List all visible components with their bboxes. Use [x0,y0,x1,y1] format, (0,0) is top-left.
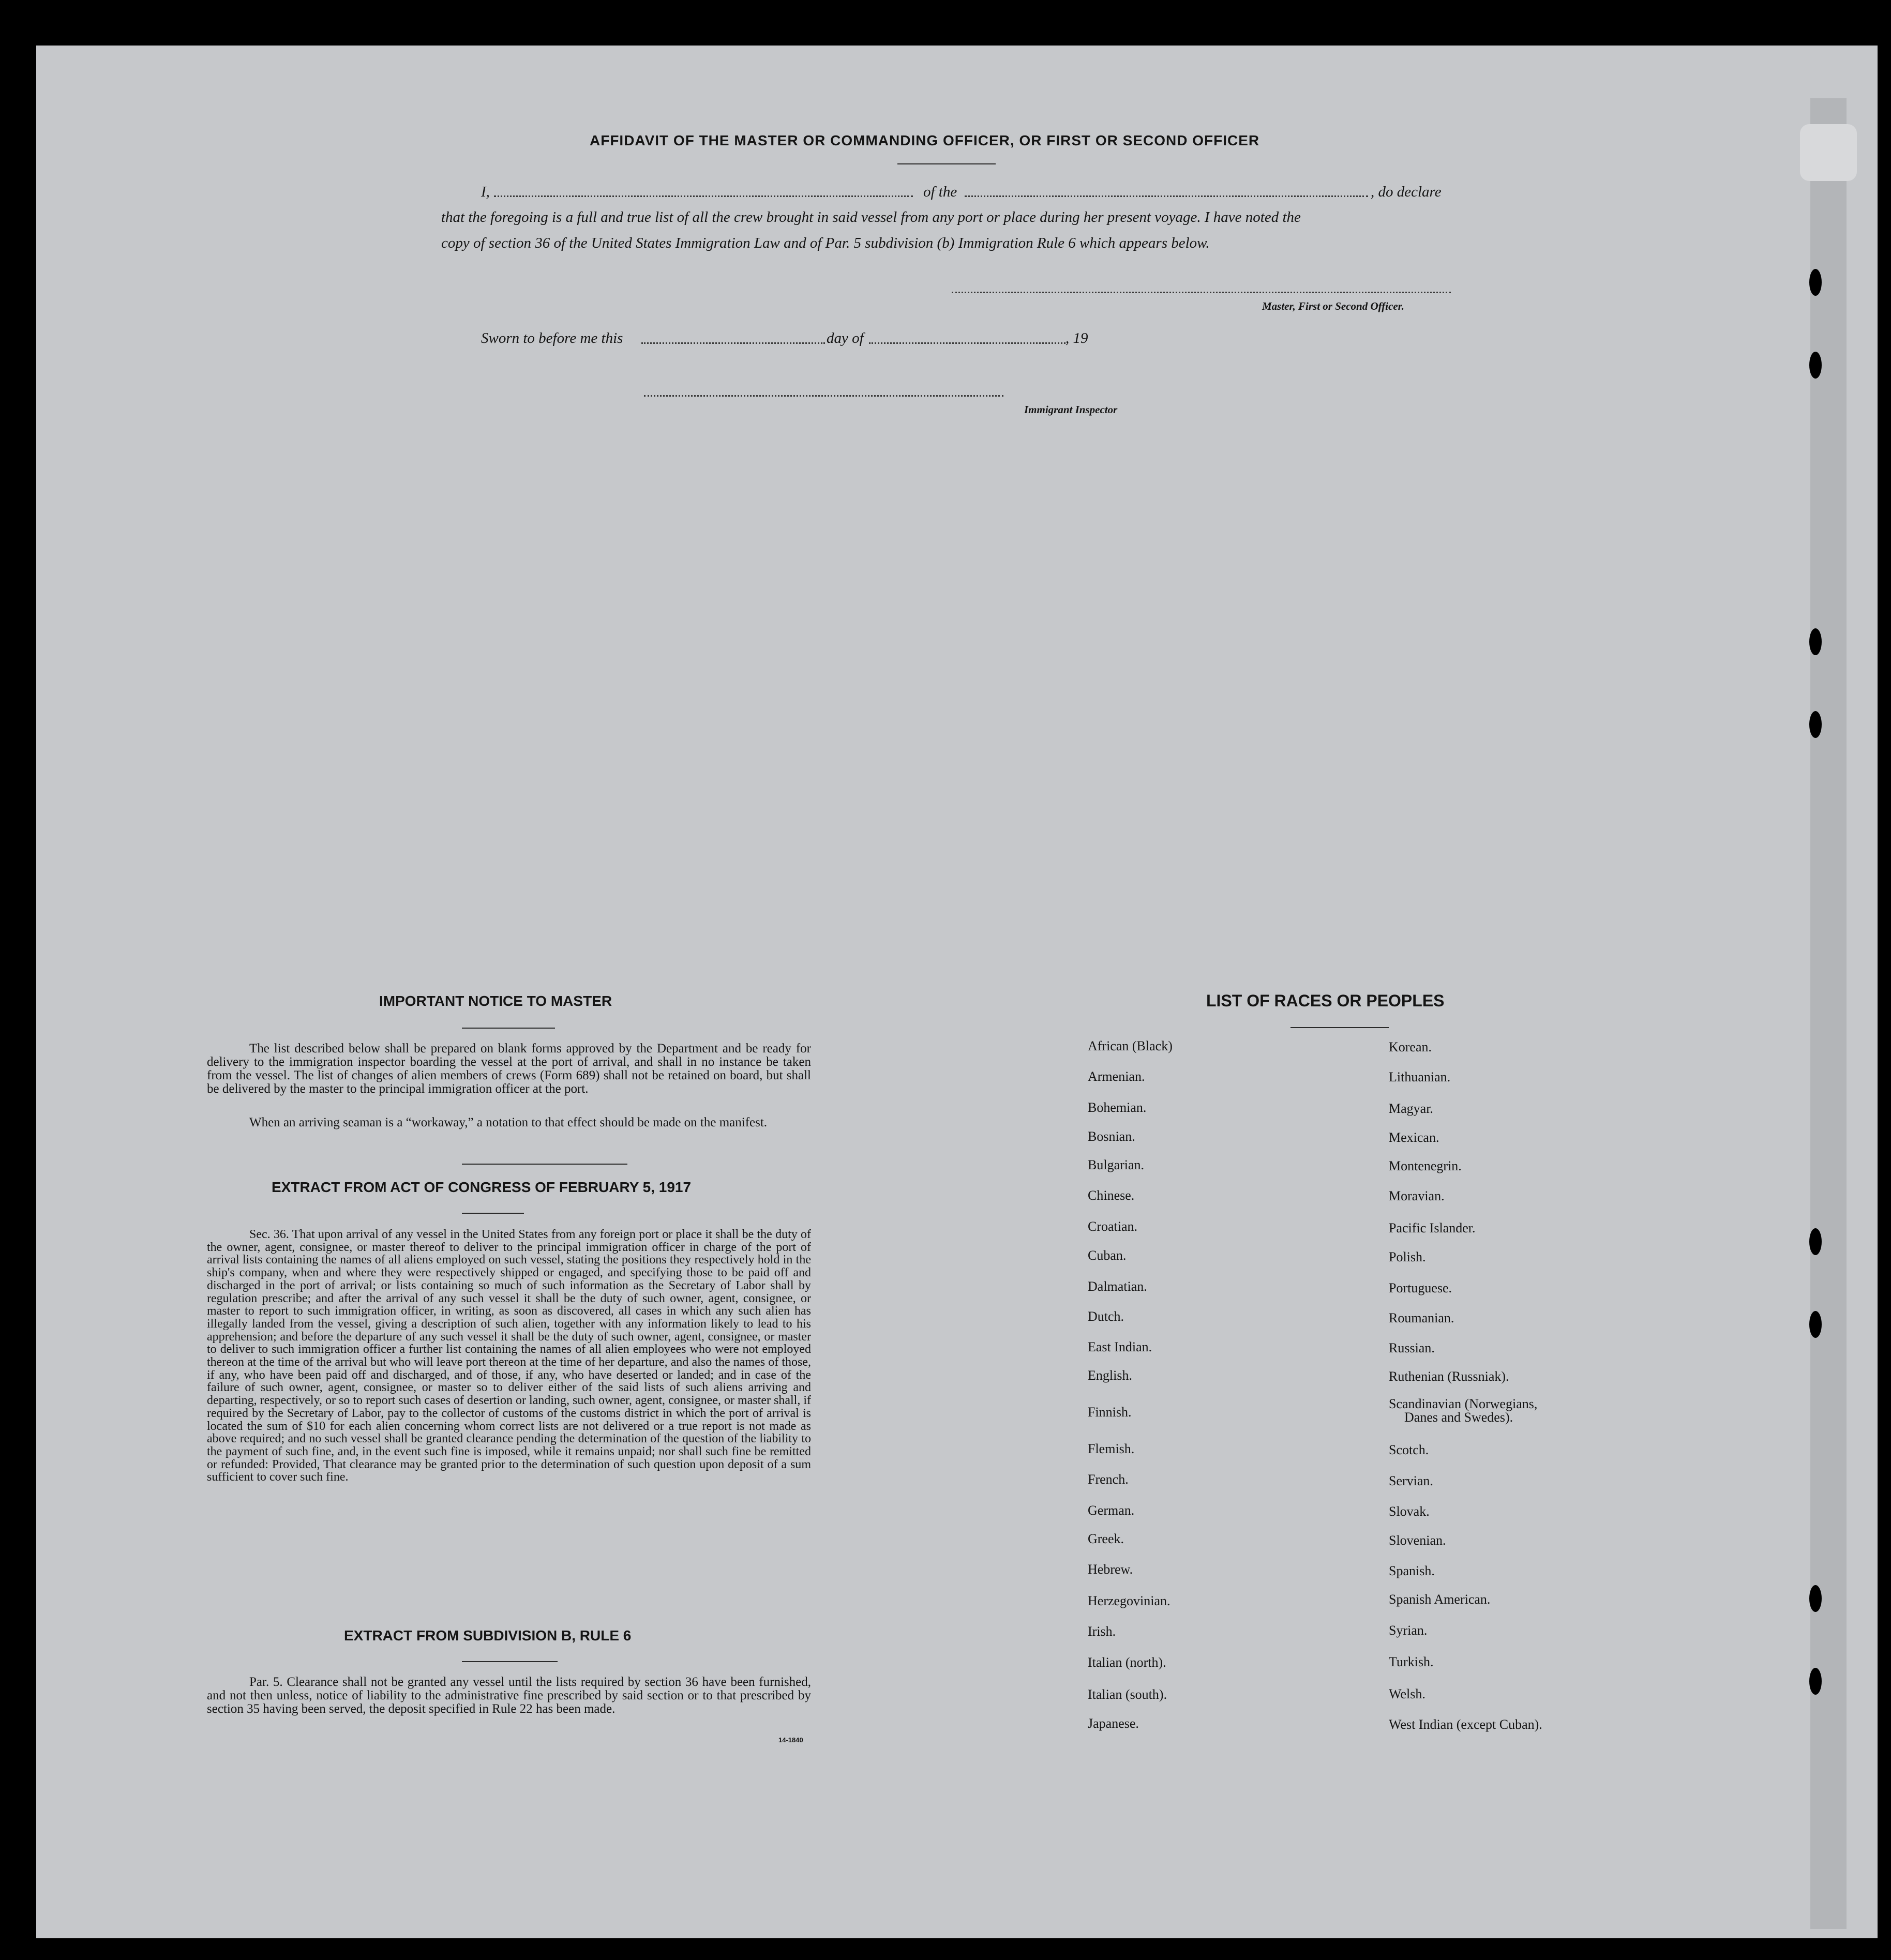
signature-line [952,292,1451,293]
affidavit-line-2: that the foregoing is a full and true list of all the crew brought in said vessel from any port or place during her present voyage. I have noted the [441,209,1301,225]
race-item: Russian. [1389,1340,1435,1355]
race-item: Italian (south). [1088,1687,1167,1702]
race-item: Polish. [1389,1249,1426,1264]
race-item: Slovenian. [1389,1533,1446,1548]
race-item: Dalmatian. [1088,1279,1147,1294]
document-sheet [36,46,1878,1938]
binder-hole-mark [1809,269,1822,296]
race-item: Chinese. [1088,1188,1135,1203]
race-item: Slovak. [1389,1504,1430,1519]
binder-hole-mark [1809,352,1822,379]
race-item: Danes and Swedes). [1404,1410,1513,1425]
race-item: Mexican. [1389,1130,1439,1145]
race-item: Herzegovinian. [1088,1593,1170,1608]
race-item: Pacific Islander. [1389,1220,1476,1235]
binder-hole-mark [1809,1311,1822,1338]
race-item: Finnish. [1088,1405,1132,1420]
race-item: Croatian. [1088,1219,1138,1234]
race-item: Flemish. [1088,1441,1135,1456]
inspector-signature-line [644,395,1003,397]
sworn-day-of: day of [827,330,864,346]
binder-hole-mark [1809,628,1822,655]
race-item: Cuban. [1088,1248,1127,1263]
binder-hole-mark [1809,711,1822,738]
race-item: Spanish. [1389,1563,1435,1578]
notice-paragraph-2: When an arriving seaman is a “workaway,” a notation to that effect should be made on the manifest. [249,1115,768,1129]
race-item: Ruthenian (Russniak). [1389,1369,1509,1384]
affidavit-of-the: of the [923,184,957,200]
notice-title: IMPORTANT NOTICE TO MASTER [379,993,612,1009]
sworn-day-blank [641,342,825,344]
notice-divider [462,1028,555,1029]
extract-act-text: Sec. 36. That upon arrival of any vessel in the United States from any foreign port or place it shall be the duty of the owner, agent, consignee, or master thereof to deliver to the principal immigration officer in charge of the port of arrival lists containing the names of all aliens employed on such vessel, stating the positions they respectively hold in the ship's company, when and where they were respectively shipped or engaged, and specifying those to be paid off and discharged in the port of arrival; or lists containing so much of such information as the Secretary of Labor shall by regulation prescribe; and after the arrival of any such vessel it shall be the duty of such owner, agent, consignee, or master to report to such immigration officer, in writing, as soon as discovered, all cases in which any such alien has illegally landed from the vessel, giving a description of such alien, together with any information likely to lead to his apprehension; and before the departure of any such vessel it shall be the duty of such owner, agent, consignee, or master to deliver to such immigration officer a further list containing the names of all alien employees who were not employed thereon at the time of the arrival but who will leave port thereon at the time of her departure, and also the names of those, if any, who have been paid off and discharged, and of those, if any, who have deserted or landed; and in case of the failure of such owner, agent, consignee, or master so to deliver either of the said lists of such aliens arriving and departing, respectively, or so to report such cases of desertion or landing, such owner, agent, consignee, or master shall, if required by the Secretary of Labor, pay to the collector of customs of the customs district in which the port of arrival is located the sum of $10 for each alien concerning whom correct lists are not delivered or a true report is not made as above required; and no such vessel shall be granted clearance pending the determination of the question of the liability to the payment of such fine, and, in the event such fine is imposed, while it remains unpaid; nor shall such fine be remitted or refunded: Provided, That clearance may be granted prior to the determination of such question upon deposit of a sum sufficient to cover such fine. [207,1228,811,1484]
race-item: Dutch. [1088,1309,1124,1324]
race-item: Turkish. [1389,1654,1434,1669]
affidavit-line-3: copy of section 36 of the United States Immigration Law and of Par. 5 subdivision (b) Immigration Rule 6 which appears below. [441,235,1210,251]
race-item: French. [1088,1472,1129,1487]
notice-paragraph-1: The list described below shall be prepared on blank forms approved by the Department and be ready for delivery to the immigration inspector boarding the vessel at the port of arrival, and shall in no instance be taken from the vessel. The list of changes of alien members of crews (Form 689) shall not be retained on board, but shall be delivered by the master to the principal immigration officer at the port. [207,1042,811,1096]
race-item: Bulgarian. [1088,1157,1145,1172]
sworn-year: , 19 [1065,330,1088,346]
race-item: Roumanian. [1389,1310,1454,1325]
race-item: Syrian. [1389,1623,1428,1638]
race-item: Italian (north). [1088,1655,1166,1670]
race-item: German. [1088,1503,1135,1518]
race-item: Bosnian. [1088,1129,1135,1144]
race-item: Portuguese. [1389,1280,1452,1295]
sworn-text: Sworn to before me this [481,330,623,346]
races-title: LIST OF RACES OR PEOPLES [1206,991,1445,1010]
race-item: West Indian (except Cuban). [1389,1717,1542,1732]
race-item: Hebrew. [1088,1562,1133,1577]
sworn-month-blank [869,342,1065,344]
affidavit-declare: , do declare [1371,184,1442,200]
races-divider [1290,1027,1389,1028]
binder-hole-mark [1809,1668,1822,1695]
extract-rule-title: EXTRACT FROM SUBDIVISION B, RULE 6 [344,1627,632,1644]
race-item: Japanese. [1088,1716,1139,1731]
race-item: Moravian. [1389,1188,1445,1203]
affidavit-i: I, [481,184,490,200]
form-number: 14-1840 [778,1736,803,1744]
extract-rule-divider [462,1661,558,1662]
race-item: Welsh. [1389,1686,1425,1701]
binder-hole-mark [1809,1585,1822,1612]
race-item: Armenian. [1088,1069,1145,1084]
extract-act-divider [462,1213,524,1214]
race-item: Korean. [1389,1039,1432,1054]
race-item: Scandinavian (Norwegians, [1389,1396,1538,1411]
race-item: Irish. [1088,1624,1116,1639]
race-item: Magyar. [1389,1101,1433,1116]
page-tab [1800,124,1857,181]
race-item: English. [1088,1368,1132,1383]
race-item: Scotch. [1389,1442,1429,1457]
affidavit-title: AFFIDAVIT OF THE MASTER OR COMMANDING OFFICER, OR FIRST OR SECOND OFFICER [590,132,1260,148]
race-item: Servian. [1389,1473,1433,1488]
signature-label: Master, First or Second Officer. [1262,300,1404,312]
extract-rule-text: Par. 5. Clearance shall not be granted any vessel until the lists required by section 36 have been furnished, and not then unless, notice of liability to the administrative fine prescribed by said section or to that prescribed by section 35 having been served, the deposit specified in Rule 22 has been made. [207,1675,811,1716]
inspector-label: Immigrant Inspector [1024,403,1118,416]
title-divider [897,163,996,164]
race-item: Spanish American. [1389,1592,1491,1607]
race-item: Lithuanian. [1389,1069,1451,1084]
race-item: East Indian. [1088,1339,1152,1354]
extract-act-title: EXTRACT FROM ACT OF CONGRESS OF FEBRUARY 5, 1917 [272,1179,692,1195]
race-item: Montenegrin. [1389,1158,1462,1173]
name-blank-line [494,195,913,197]
race-item: Bohemian. [1088,1100,1147,1115]
vessel-blank-line [965,195,1368,197]
section-divider [462,1164,627,1165]
binder-hole-mark [1809,1228,1822,1255]
race-item: Greek. [1088,1531,1124,1546]
race-item: African (Black) [1088,1038,1173,1053]
